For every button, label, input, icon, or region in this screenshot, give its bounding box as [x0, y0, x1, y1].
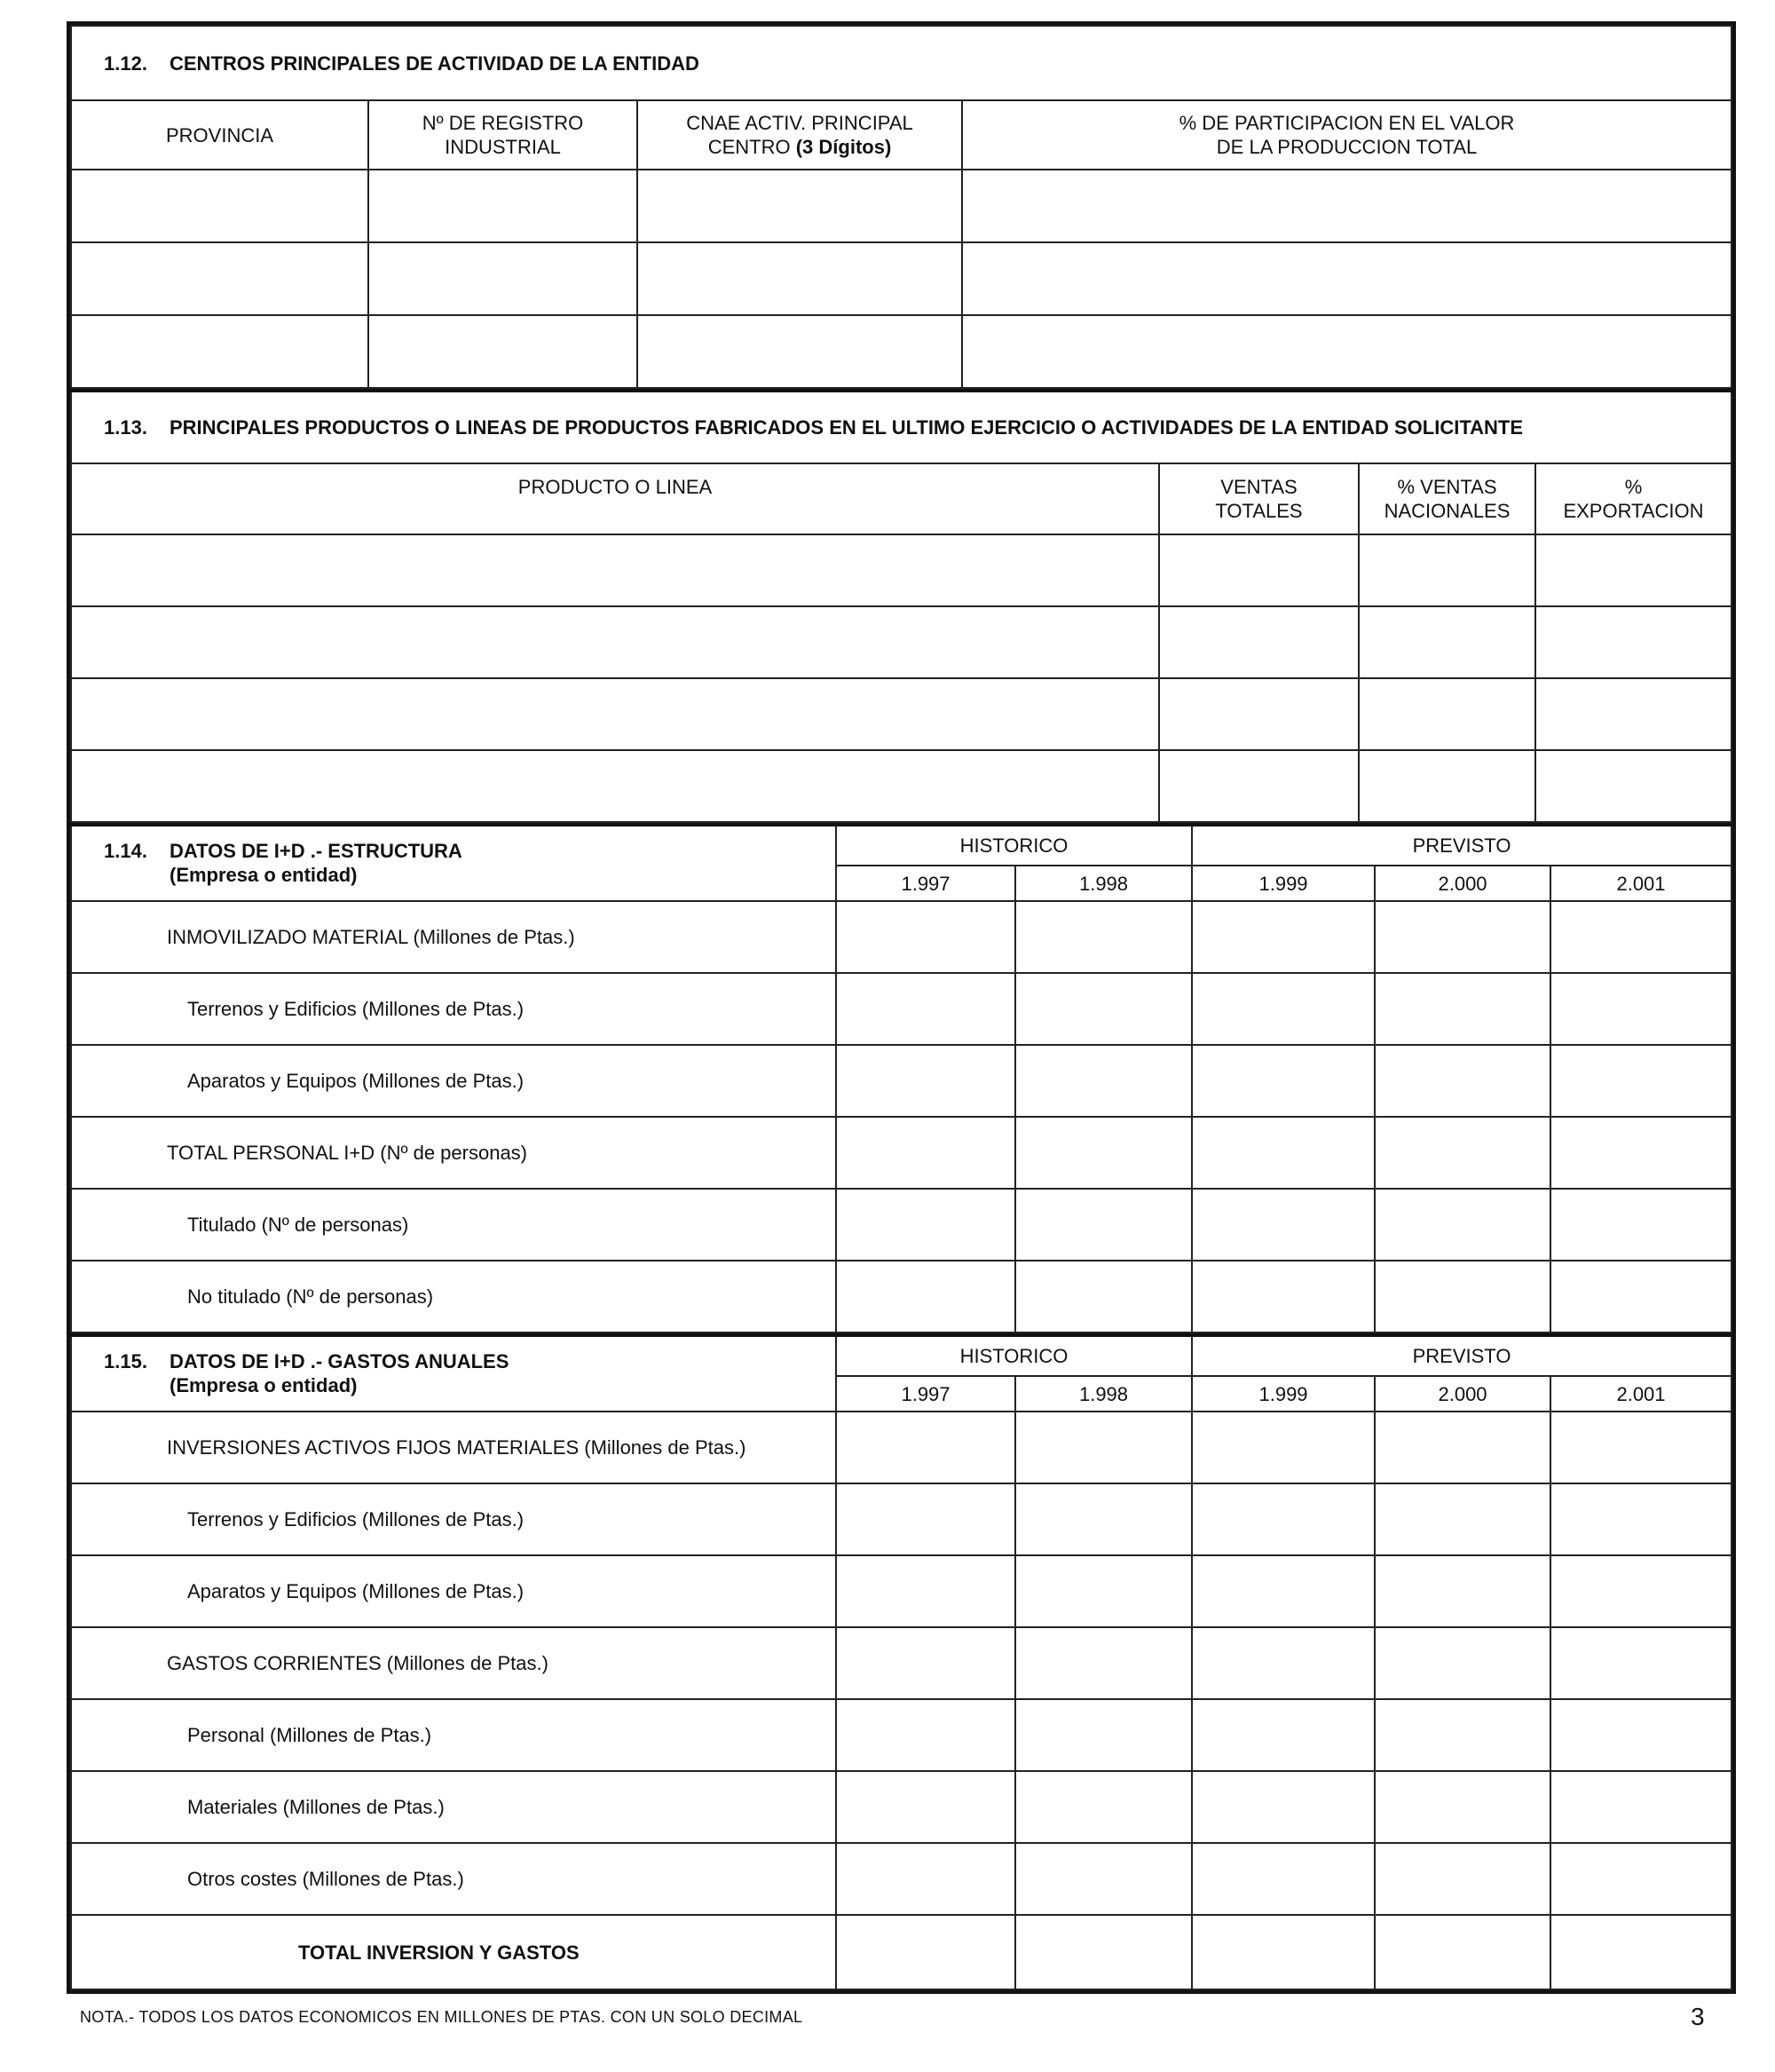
form-page	[67, 21, 1736, 1994]
row-label: Personal (Millones de Ptas.)	[71, 1699, 836, 1771]
year-header: 2.001	[1550, 866, 1732, 901]
table-row	[71, 678, 1732, 750]
input-cell[interactable]	[1535, 606, 1732, 678]
input-cell[interactable]	[1375, 1555, 1550, 1627]
previsto-header: PREVISTO	[1192, 825, 1732, 866]
table-row	[71, 1045, 1732, 1117]
input-cell[interactable]	[836, 973, 1015, 1045]
row-label: Aparatos y Equipos (Millones de Ptas.)	[71, 1555, 836, 1627]
year-header: 1.999	[1192, 866, 1375, 901]
input-cell[interactable]	[1192, 1771, 1375, 1843]
input-cell[interactable]	[962, 315, 1732, 388]
input-cell[interactable]	[368, 242, 637, 315]
input-cell[interactable]	[1550, 901, 1732, 973]
input-cell[interactable]	[836, 1771, 1015, 1843]
table-row	[71, 1412, 1732, 1483]
input-cell[interactable]	[1015, 1771, 1192, 1843]
input-cell[interactable]	[1375, 1483, 1550, 1555]
row-label: Terrenos y Edificios (Millones de Ptas.)	[71, 973, 836, 1045]
input-cell[interactable]	[1535, 534, 1732, 606]
table-row	[71, 750, 1732, 822]
col-ventas-totales: VENTAS TOTALES	[1159, 463, 1359, 534]
section-1-13	[70, 389, 1732, 823]
col-provincia: PROVINCIA	[71, 100, 368, 170]
input-cell[interactable]	[1192, 1555, 1375, 1627]
table-row	[71, 1189, 1732, 1261]
input-cell[interactable]	[1550, 1843, 1732, 1915]
input-cell[interactable]	[1015, 1915, 1192, 1989]
col-exportacion: % EXPORTACION	[1535, 463, 1732, 534]
input-cell[interactable]	[1359, 750, 1535, 822]
table-row	[71, 1555, 1732, 1627]
input-cell[interactable]	[1192, 1189, 1375, 1261]
input-cell[interactable]	[1015, 1261, 1192, 1333]
input-cell[interactable]	[1192, 1117, 1375, 1189]
input-cell[interactable]	[368, 170, 637, 242]
year-header: 1.998	[1015, 1376, 1192, 1412]
input-cell[interactable]	[836, 1483, 1015, 1555]
input-cell[interactable]	[1015, 1555, 1192, 1627]
input-cell[interactable]	[1015, 1412, 1192, 1483]
input-cell[interactable]	[637, 242, 962, 315]
input-cell[interactable]	[1192, 1627, 1375, 1699]
year-header: 1.999	[1192, 1376, 1375, 1412]
input-cell[interactable]	[637, 315, 962, 388]
section-1-13-title: 1.13. PRINCIPALES PRODUCTOS O LINEAS DE PRODUCTOS FABRICADOS EN EL ULTIMO EJERCICIO O ACTIVIDADES DE LA ENTIDAD SOLICITANTE	[71, 391, 1732, 463]
table-row	[71, 1117, 1732, 1189]
input-cell[interactable]	[1535, 678, 1732, 750]
input-cell[interactable]	[836, 1627, 1015, 1699]
input-cell[interactable]	[1359, 606, 1535, 678]
input-cell[interactable]	[836, 901, 1015, 973]
table-row	[71, 242, 1732, 315]
input-cell[interactable]	[1375, 1261, 1550, 1333]
input-cell[interactable]	[1015, 901, 1192, 973]
input-cell[interactable]	[1375, 1843, 1550, 1915]
historico-header: HISTORICO	[836, 825, 1192, 866]
page-number: 3	[1691, 2003, 1705, 2030]
input-cell[interactable]	[1192, 1483, 1375, 1555]
historico-header: HISTORICO	[836, 1335, 1192, 1376]
input-cell[interactable]	[836, 1699, 1015, 1771]
year-header: 2.000	[1375, 1376, 1550, 1412]
input-cell[interactable]	[71, 315, 368, 388]
input-cell[interactable]	[1375, 1771, 1550, 1843]
input-cell[interactable]	[1192, 1261, 1375, 1333]
input-cell[interactable]	[1550, 1189, 1732, 1261]
input-cell[interactable]	[71, 750, 1159, 822]
year-header: 1.998	[1015, 866, 1192, 901]
input-cell[interactable]	[637, 170, 962, 242]
input-cell[interactable]	[1375, 901, 1550, 973]
input-cell[interactable]	[1192, 1045, 1375, 1117]
previsto-header: PREVISTO	[1192, 1335, 1732, 1376]
input-cell[interactable]	[71, 170, 368, 242]
table-row	[71, 534, 1732, 606]
row-label: INVERSIONES ACTIVOS FIJOS MATERIALES (Millones de Ptas.)	[71, 1412, 836, 1483]
input-cell[interactable]	[71, 534, 1159, 606]
input-cell[interactable]	[1550, 1627, 1732, 1699]
input-cell[interactable]	[1375, 1189, 1550, 1261]
row-label: Titulado (Nº de personas)	[71, 1189, 836, 1261]
input-cell[interactable]	[1159, 606, 1359, 678]
table-row	[71, 315, 1732, 388]
row-label: No titulado (Nº de personas)	[71, 1261, 836, 1333]
input-cell[interactable]	[1359, 678, 1535, 750]
input-cell[interactable]	[1375, 1045, 1550, 1117]
input-cell[interactable]	[1550, 1771, 1732, 1843]
input-cell[interactable]	[1192, 1412, 1375, 1483]
table-row	[71, 1627, 1732, 1699]
col-registro: Nº DE REGISTRO INDUSTRIAL	[368, 100, 637, 170]
table-row	[71, 1771, 1732, 1843]
total-label: TOTAL INVERSION Y GASTOS	[71, 1915, 836, 1989]
row-label: Otros costes (Millones de Ptas.)	[71, 1843, 836, 1915]
input-cell[interactable]	[1375, 1699, 1550, 1771]
col-ventas-nacionales: % VENTAS NACIONALES	[1359, 463, 1535, 534]
table-row	[71, 1699, 1732, 1771]
row-label: INMOVILIZADO MATERIAL (Millones de Ptas.)	[71, 901, 836, 973]
row-label: GASTOS CORRIENTES (Millones de Ptas.)	[71, 1627, 836, 1699]
footer-note: NOTA.- TODOS LOS DATOS ECONOMICOS EN MILLONES DE PTAS. CON UN SOLO DECIMAL	[80, 2008, 803, 2026]
section-1-15	[70, 1333, 1732, 1990]
input-cell[interactable]	[1159, 750, 1359, 822]
input-cell[interactable]	[71, 242, 368, 315]
input-cell[interactable]	[836, 1261, 1015, 1333]
table-row	[71, 170, 1732, 242]
col-participacion: % DE PARTICIPACION EN EL VALOR DE LA PRODUCCION TOTAL	[962, 100, 1732, 170]
row-label: Aparatos y Equipos (Millones de Ptas.)	[71, 1045, 836, 1117]
input-cell[interactable]	[1015, 1045, 1192, 1117]
input-cell[interactable]	[1159, 678, 1359, 750]
table-row	[71, 1483, 1732, 1555]
input-cell[interactable]	[1550, 973, 1732, 1045]
input-cell[interactable]	[1015, 1627, 1192, 1699]
input-cell[interactable]	[1550, 1483, 1732, 1555]
input-cell[interactable]	[1192, 973, 1375, 1045]
input-cell[interactable]	[1550, 1045, 1732, 1117]
section-1-15-title: 1.15. DATOS DE I+D .- GASTOS ANUALES (Empresa o entidad)	[71, 1335, 836, 1412]
section-1-14-title: 1.14. DATOS DE I+D .- ESTRUCTURA (Empresa o entidad)	[71, 825, 836, 901]
col-producto: PRODUCTO O LINEA	[71, 463, 1159, 534]
input-cell[interactable]	[1375, 1412, 1550, 1483]
input-cell[interactable]	[71, 678, 1159, 750]
input-cell[interactable]	[836, 1412, 1015, 1483]
input-cell[interactable]	[1359, 534, 1535, 606]
year-header: 1.997	[836, 866, 1015, 901]
input-cell[interactable]	[962, 170, 1732, 242]
input-cell[interactable]	[962, 242, 1732, 315]
input-cell[interactable]	[836, 1555, 1015, 1627]
input-cell[interactable]	[1192, 1915, 1375, 1989]
input-cell[interactable]	[1015, 1699, 1192, 1771]
year-header: 2.000	[1375, 866, 1550, 901]
input-cell[interactable]	[836, 1117, 1015, 1189]
table-row	[71, 1843, 1732, 1915]
input-cell[interactable]	[1550, 1412, 1732, 1483]
input-cell[interactable]	[836, 1189, 1015, 1261]
row-label: Terrenos y Edificios (Millones de Ptas.)	[71, 1483, 836, 1555]
table-row	[71, 1261, 1732, 1333]
input-cell[interactable]	[1015, 973, 1192, 1045]
input-cell[interactable]	[1375, 1627, 1550, 1699]
table-row	[71, 1915, 1732, 1989]
input-cell[interactable]	[1375, 973, 1550, 1045]
input-cell[interactable]	[1550, 1915, 1732, 1989]
input-cell[interactable]	[1192, 901, 1375, 973]
table-row	[71, 606, 1732, 678]
input-cell[interactable]	[836, 1045, 1015, 1117]
section-1-12	[70, 25, 1732, 389]
input-cell[interactable]	[1375, 1117, 1550, 1189]
input-cell[interactable]	[1535, 750, 1732, 822]
input-cell[interactable]	[836, 1915, 1015, 1989]
row-label: Materiales (Millones de Ptas.)	[71, 1771, 836, 1843]
input-cell[interactable]	[1015, 1483, 1192, 1555]
input-cell[interactable]	[71, 606, 1159, 678]
section-1-14	[70, 823, 1732, 1333]
input-cell[interactable]	[1192, 1699, 1375, 1771]
section-1-12-title: 1.12. CENTROS PRINCIPALES DE ACTIVIDAD DE LA ENTIDAD	[71, 26, 1732, 100]
year-header: 1.997	[836, 1376, 1015, 1412]
input-cell[interactable]	[1550, 1261, 1732, 1333]
input-cell[interactable]	[1159, 534, 1359, 606]
input-cell[interactable]	[1550, 1699, 1732, 1771]
input-cell[interactable]	[1375, 1915, 1550, 1989]
input-cell[interactable]	[1550, 1117, 1732, 1189]
input-cell[interactable]	[1550, 1555, 1732, 1627]
input-cell[interactable]	[836, 1843, 1015, 1915]
input-cell[interactable]	[1192, 1843, 1375, 1915]
input-cell[interactable]	[1015, 1843, 1192, 1915]
input-cell[interactable]	[1015, 1189, 1192, 1261]
year-header: 2.001	[1550, 1376, 1732, 1412]
table-row	[71, 901, 1732, 973]
input-cell[interactable]	[1015, 1117, 1192, 1189]
row-label: TOTAL PERSONAL I+D (Nº de personas)	[71, 1117, 836, 1189]
table-row	[71, 973, 1732, 1045]
col-cnae: CNAE ACTIV. PRINCIPAL CENTRO (3 Dígitos)	[637, 100, 962, 170]
input-cell[interactable]	[368, 315, 637, 388]
